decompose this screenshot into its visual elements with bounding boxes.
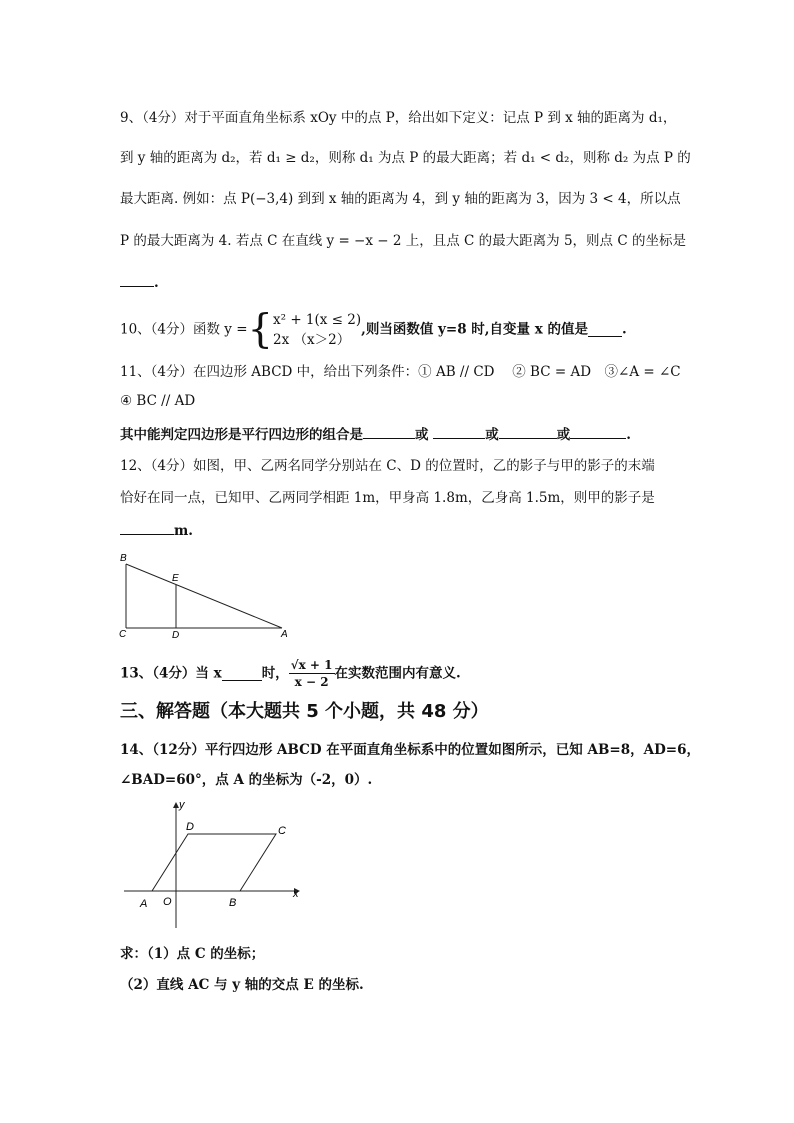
q10-end: . <box>621 321 627 338</box>
point-label-a: A <box>140 898 148 910</box>
q13-line <box>120 657 461 690</box>
answer-blank <box>433 424 485 439</box>
q13-mid: 时， <box>261 665 289 682</box>
q10-suffix: ,则当函数值 y=8 时,自变量 x 的值是 <box>361 321 588 338</box>
point-label-c: C <box>278 825 286 837</box>
axis-label-y: y <box>179 799 185 811</box>
origin-label-o: O <box>163 896 172 908</box>
parallelogram-abcd <box>152 834 276 891</box>
q12-line-2: 恰好在同一点，已知甲、乙两同学相距 1m，甲身高 1.8m，乙身高 1.5m，则甲的影子是 <box>120 490 655 506</box>
answer-blank <box>120 520 174 535</box>
point-label-b: B <box>229 897 237 909</box>
q10-cases <box>273 310 361 350</box>
section-heading: 三、解答题（本大题共 5 个小题，共 48 分） <box>120 701 489 722</box>
answer-blank <box>570 424 626 439</box>
answer-blank <box>120 272 154 287</box>
brace-glyph: { <box>247 306 273 353</box>
shadow-figure <box>110 548 300 640</box>
q11-line-3-text: 其中能判定四边形是平行四边形的组合是 <box>120 427 363 443</box>
q13-suffix: 在实数范围内有意义. <box>334 665 461 682</box>
answer-blank <box>222 666 262 681</box>
point-label-c: C <box>119 629 127 640</box>
or-text: 或 <box>556 427 571 443</box>
axis-label-x: x <box>293 888 299 900</box>
q11-line-3 <box>120 424 631 445</box>
point-label-b: B <box>120 553 127 564</box>
fraction <box>289 657 335 690</box>
q14-line-2: ∠BAD=60°，点 A 的坐标为（-2，0）. <box>120 772 373 788</box>
q9-line-2: 到 y 轴的距离为 d₂，若 d₁ ≥ d₂，则称 d₁ 为点 P 的最大距离；若 d₁ < d₂，则称 d₂ 为点 P 的 <box>120 150 691 166</box>
q9-line-1: 9、（4分）对于平面直角坐标系 xOy 中的点 P，给出如下定义：记点 P 到 x 轴的距离为 d₁， <box>120 110 677 126</box>
q10-prefix: 10、（4分）函数 y = <box>120 321 248 338</box>
point-label-a: A <box>281 629 288 640</box>
or-text: 或 <box>415 427 429 443</box>
answer-blank <box>588 322 622 337</box>
q10-case-1: x² + 1(x ≤ 2) <box>273 311 362 328</box>
q14-ask-1: 求：（1）点 C 的坐标； <box>120 946 265 962</box>
sun-ray-segment <box>126 564 282 628</box>
q12-line-1: 12、（4分）如图，甲、乙两名同学分别站在 C、D 的位置时，乙的影子与甲的影子的末端 <box>120 458 655 474</box>
q11-line-2: ④ BC // AD <box>120 393 196 409</box>
fraction-denominator: x − 2 <box>294 675 329 689</box>
q13-prefix: 13、（4分）当 x <box>120 665 222 682</box>
q14-ask-2: （2）直线 AC 与 y 轴的交点 E 的坐标. <box>120 977 364 993</box>
q11-line-1: 11、（4分）在四边形 ABCD 中，给出下列条件：① AB // CD ② BC = AD ③∠A = ∠C <box>120 364 681 380</box>
point-label-e: E <box>172 573 179 584</box>
q9-line-4: P 的最大距离为 4. 若点 C 在直线 y = −x − 2 上，且点 C 的最大距离为 5，则点 C 的坐标是 <box>120 233 686 249</box>
parallelogram-figure <box>118 796 308 936</box>
q10-case-2: 2x （x＞2） <box>273 331 351 348</box>
q14-line-1: 14、（12分）平行四边形 ABCD 在平面直角坐标系中的位置如图所示，已知 AB=8，AD=6， <box>120 742 700 758</box>
q10-line <box>120 307 627 352</box>
q11-end: . <box>626 427 631 443</box>
q9-end: . <box>154 275 159 291</box>
point-label-d: D <box>172 630 180 640</box>
answer-blank <box>499 424 557 439</box>
q9-line-3: 最大距离. 例如：点 P(−3,4) 到到 x 轴的距离为 4，到 y 轴的距离为 3，因为 3 < 4，所以点 <box>120 191 681 207</box>
q12-end: m. <box>174 523 193 539</box>
or-text: 或 <box>485 427 499 443</box>
fraction-numerator: √x + 1 <box>290 658 333 672</box>
q9-line-5 <box>120 272 159 293</box>
q12-line-3 <box>120 520 193 541</box>
point-label-d: D <box>186 821 194 833</box>
answer-blank <box>363 424 415 439</box>
